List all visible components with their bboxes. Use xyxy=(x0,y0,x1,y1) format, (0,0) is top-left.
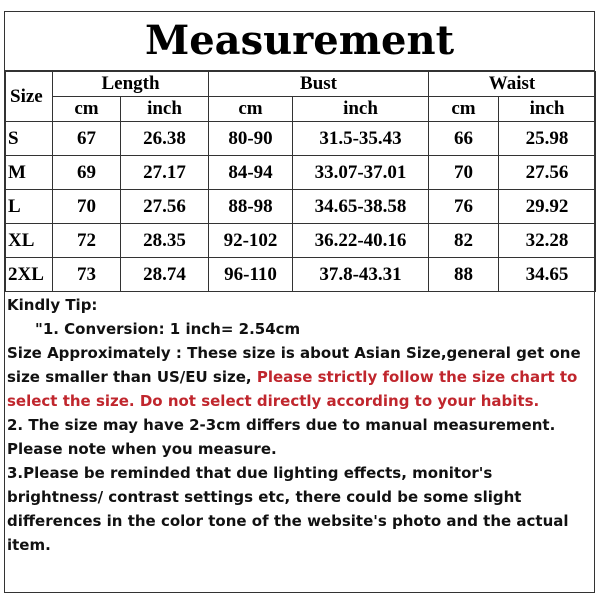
table-cell: 88-98 xyxy=(209,190,293,224)
group-header-length: Length xyxy=(53,72,209,97)
table-cell: 34.65 xyxy=(499,258,596,292)
table-cell: 37.8-43.31 xyxy=(293,258,429,292)
table-row xyxy=(6,156,596,190)
table-cell: 26.38 xyxy=(121,122,209,156)
size-table xyxy=(5,71,596,292)
table-cell: 92-102 xyxy=(209,224,293,258)
table-cell: 27.56 xyxy=(121,190,209,224)
unit-header: inch xyxy=(121,97,209,122)
measurement-note: 2. The size may have 2-3cm differs due to manual measurement. Please note when you measure. xyxy=(7,416,556,458)
unit-header: cm xyxy=(209,97,293,122)
table-row xyxy=(6,224,596,258)
color-note: 3.Please be reminded that due lighting effects, monitor's brightness/ contrast settings etc, there could be some slight differences in the color tone of the website's photo and the actual item. xyxy=(7,464,569,554)
unit-header: cm xyxy=(429,97,499,122)
table-cell: 36.22-40.16 xyxy=(293,224,429,258)
size-label-cell: M xyxy=(6,156,53,190)
approx-note xyxy=(7,341,592,413)
table-cell: 76 xyxy=(429,190,499,224)
table-row xyxy=(6,190,596,224)
table-cell: 33.07-37.01 xyxy=(293,156,429,190)
page-title: Measurement xyxy=(5,12,594,71)
table-cell: 80-90 xyxy=(209,122,293,156)
table-cell: 28.74 xyxy=(121,258,209,292)
unit-header: inch xyxy=(293,97,429,122)
table-cell: 96-110 xyxy=(209,258,293,292)
table-cell: 67 xyxy=(53,122,121,156)
table-cell: 82 xyxy=(429,224,499,258)
size-column-header: Size xyxy=(6,72,53,122)
table-cell: 69 xyxy=(53,156,121,190)
unit-header: cm xyxy=(53,97,121,122)
approx-note-text: Size Approximately : These size is about Asian Size,general get one size smaller than US/EU size, xyxy=(7,344,581,386)
table-cell: 27.17 xyxy=(121,156,209,190)
table-cell: 88 xyxy=(429,258,499,292)
size-label-cell: 2XL xyxy=(6,258,53,292)
table-cell: 70 xyxy=(53,190,121,224)
table-row xyxy=(6,122,596,156)
tip-label: Kindly Tip: xyxy=(7,296,98,314)
table-cell: 84-94 xyxy=(209,156,293,190)
table-cell: 32.28 xyxy=(499,224,596,258)
table-cell: 28.35 xyxy=(121,224,209,258)
size-label-cell: XL xyxy=(6,224,53,258)
group-header-waist: Waist xyxy=(429,72,596,97)
table-cell: 31.5-35.43 xyxy=(293,122,429,156)
table-row xyxy=(6,258,596,292)
table-cell: 72 xyxy=(53,224,121,258)
table-cell: 29.92 xyxy=(499,190,596,224)
table-cell: 25.98 xyxy=(499,122,596,156)
conversion-note: "1. Conversion: 1 inch= 2.54cm xyxy=(35,320,301,338)
table-header-row-units xyxy=(6,97,596,122)
approx-warning-text: Please strictly follow the size chart to select the size. Do not select directly according to your habits. xyxy=(7,368,578,410)
table-header-row-groups xyxy=(6,72,596,97)
table-cell: 70 xyxy=(429,156,499,190)
group-header-bust: Bust xyxy=(209,72,429,97)
measurement-sheet xyxy=(4,11,595,593)
size-label-cell: L xyxy=(6,190,53,224)
table-cell: 27.56 xyxy=(499,156,596,190)
size-label-cell: S xyxy=(6,122,53,156)
table-cell: 66 xyxy=(429,122,499,156)
table-cell: 73 xyxy=(53,258,121,292)
table-cell: 34.65-38.58 xyxy=(293,190,429,224)
notes-section xyxy=(5,293,594,557)
unit-header: inch xyxy=(499,97,596,122)
